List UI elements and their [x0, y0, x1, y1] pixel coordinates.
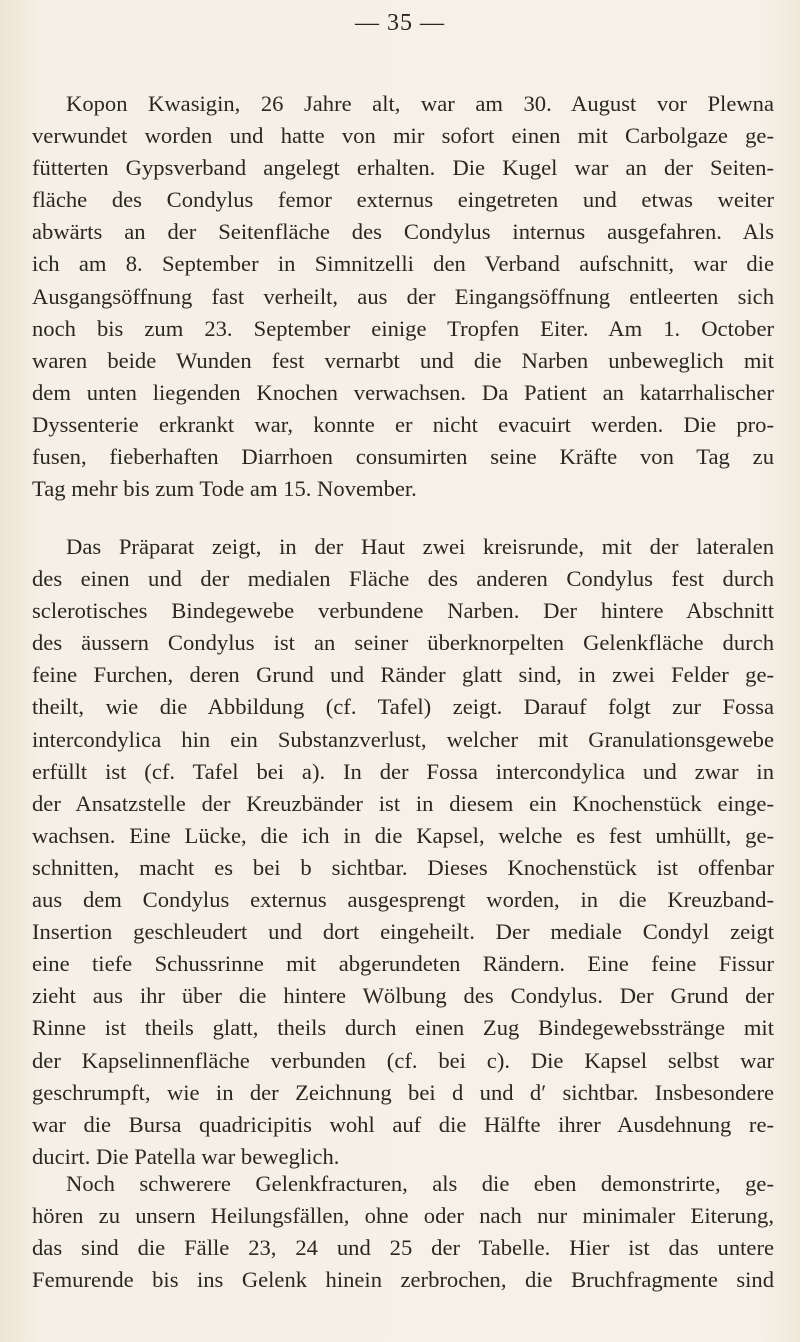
text-line: der Kapselinnenfläche verbunden (cf. bei c). Die Kapsel selbst war [32, 1047, 774, 1073]
text-line: ich am 8. September in Simnitzelli den Verband aufschnitt, war die [32, 251, 774, 277]
text-line: sclerotisches Bindegewebe verbundene Narben. Der hintere Abschnitt [32, 598, 774, 624]
text-line: Noch schwerere Gelenkfracturen, als die eben demonstrirte, ge- [66, 1171, 774, 1196]
paragraph-2 [32, 531, 774, 1173]
text-line: theilt, wie die Abbildung (cf. Tafel) zeigt. Darauf folgt zur Fossa [32, 694, 774, 720]
text-line: noch bis zum 23. September einige Tropfen Eiter. Am 1. October [32, 315, 774, 341]
text-line: schnitten, macht es bei b sichtbar. Dieses Knochenstück ist offenbar [32, 854, 774, 880]
text-line: ducirt. Die Patella war beweglich. [32, 1143, 340, 1169]
text-line: feine Furchen, deren Grund und Ränder glatt sind, in zwei Felder ge- [32, 662, 774, 688]
text-line: das sind die Fälle 23, 24 und 25 der Tabelle. Hier ist das untere [32, 1235, 774, 1261]
text-line: der Ansatzstelle der Kreuzbänder ist in diesem ein Knochenstück einge- [32, 790, 774, 816]
text-line: fütterten Gypsverband angelegt erhalten. Die Kugel war an der Seiten- [32, 155, 774, 181]
text-line: dem unten liegenden Knochen verwachsen. Da Patient an katarrhalischer [32, 379, 774, 405]
paragraph-3 [32, 1168, 774, 1296]
text-line: wachsen. Eine Lücke, die ich in die Kapsel, welche es fest umhüllt, ge- [32, 822, 774, 848]
paragraph-1 [32, 88, 774, 505]
text-line: erfüllt ist (cf. Tafel bei a). In der Fossa intercondylica und zwar in [32, 758, 774, 784]
text-line: Femurende bis ins Gelenk hinein zerbrochen, die Bruchfragmente sind [32, 1267, 774, 1293]
text-line: intercondylica hin ein Substanzverlust, welcher mit Granulationsgewebe [32, 726, 774, 752]
text-line: verwundet worden und hatte von mir sofort einen mit Carbolgaze ge- [32, 123, 774, 149]
text-line: aus dem Condylus externus ausgesprengt worden, in die Kreuzband- [32, 887, 774, 913]
text-line: Dyssenterie erkrankt war, konnte er nicht evacuirt werden. Die pro- [32, 411, 774, 437]
text-line: Kopon Kwasigin, 26 Jahre alt, war am 30. August vor Plewna [66, 91, 774, 116]
text-line: Insertion geschleudert und dort eingeheilt. Der mediale Condyl zeigt [32, 919, 774, 945]
text-line: eine tiefe Schussrinne mit abgerundeten Rändern. Eine feine Fissur [32, 951, 774, 977]
text-line: hören zu unsern Heilungsfällen, ohne oder nach nur minimaler Eiterung, [32, 1203, 774, 1229]
text-line: des äussern Condylus ist an seiner überknorpelten Gelenkfläche durch [32, 630, 774, 656]
text-line: waren beide Wunden fest vernarbt und die Narben unbeweglich mit [32, 347, 774, 373]
text-line: zieht aus ihr über die hintere Wölbung des Condylus. Der Grund der [32, 983, 774, 1009]
text-line: fusen, fieberhaften Diarrhoen consumirten seine Kräfte von Tag zu [32, 444, 774, 470]
text-line: war die Bursa quadricipitis wohl auf die Hälfte ihrer Ausdehnung re- [32, 1111, 774, 1137]
text-line: geschrumpft, wie in der Zeichnung bei d und d′ sichtbar. Insbesondere [32, 1079, 774, 1105]
text-line: Ausgangsöffnung fast verheilt, aus der Eingangsöffnung entleerten sich [32, 283, 774, 309]
text-line: des einen und der medialen Fläche des anderen Condylus fest durch [32, 566, 774, 592]
text-line: Tag mehr bis zum Tode am 15. November. [32, 476, 417, 502]
text-line: fläche des Condylus femor externus eingetreten und etwas weiter [32, 187, 774, 213]
page-number: — 35 — [355, 10, 445, 36]
text-line: abwärts an der Seitenfläche des Condylus internus ausgefahren. Als [32, 219, 774, 245]
text-line: Das Präparat zeigt, in der Haut zwei kreisrunde, mit der lateralen [66, 534, 774, 559]
text-line: Rinne ist theils glatt, theils durch einen Zug Bindegewebsstränge mit [32, 1015, 774, 1041]
